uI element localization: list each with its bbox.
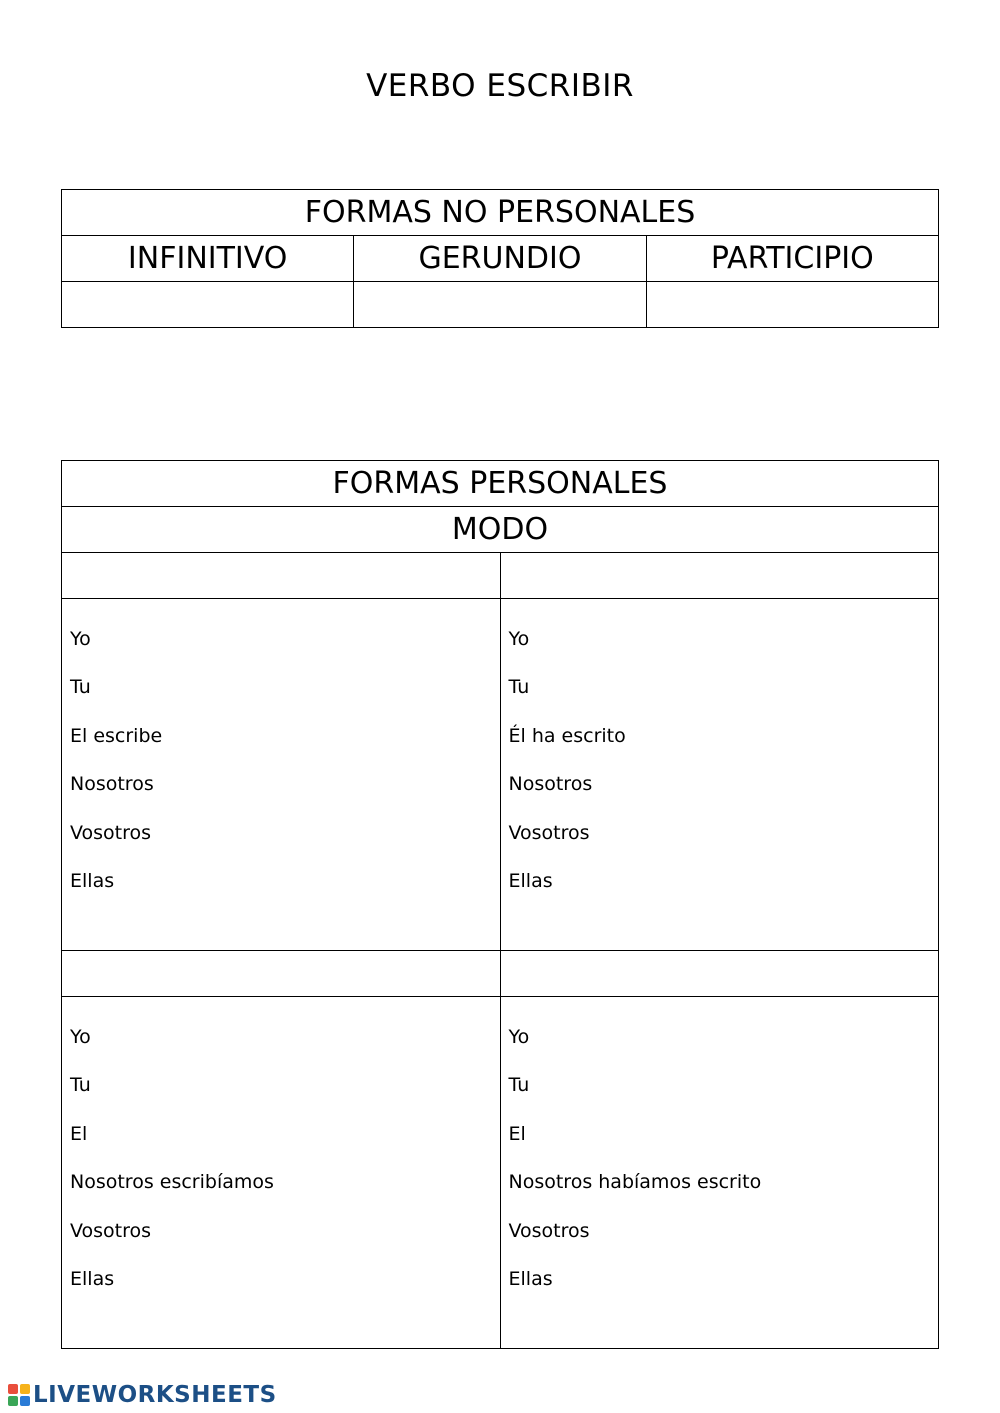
participio-answer-cell[interactable] [646, 282, 938, 328]
liveworksheets-logo-text: LIVEWORKSHEETS [33, 1382, 277, 1408]
conjugation-line: Yo [70, 628, 91, 650]
conjugation-line: Vosotros [70, 1219, 152, 1242]
page-title: VERBO ESCRIBIR [366, 68, 634, 104]
gerundio-header: GERUNDIO [354, 236, 646, 282]
infinitivo-answer-cell[interactable] [62, 282, 354, 328]
conjugation-line: El [508, 1122, 526, 1145]
conjugation-line: El [70, 1122, 88, 1145]
non-personal-forms-table [61, 189, 939, 328]
conjugation-line: El escribe [70, 724, 163, 747]
logo-square-2 [20, 1384, 30, 1394]
tense-answer-cell-1-right[interactable] [500, 553, 939, 599]
conjugation-line: Vosotros [70, 821, 152, 844]
conjugation-line: Tu [70, 676, 91, 699]
tense-answer-cell-2-right[interactable] [500, 951, 939, 997]
logo-square-1 [8, 1384, 18, 1394]
conjugation-line: Ellas [508, 869, 553, 892]
conjugation-cell-1-left [62, 599, 501, 951]
conjugation-line: Yo [508, 1026, 530, 1048]
conjugation-cell-2-left [62, 997, 501, 1349]
conjugation-cell-2-right [500, 997, 939, 1349]
conjugation-line: Ellas [70, 1267, 115, 1290]
infinitivo-header: INFINITIVO [62, 236, 354, 282]
non-personal-forms-header: FORMAS NO PERSONALES [62, 190, 939, 236]
tense-answer-cell-1-left[interactable] [62, 553, 501, 599]
liveworksheets-logo [8, 1378, 277, 1412]
tense-answer-cell-2-left[interactable] [62, 951, 501, 997]
participio-header: PARTICIPIO [646, 236, 938, 282]
conjugation-line: Ellas [70, 869, 115, 892]
conjugation-line: Él ha escrito [508, 724, 626, 747]
mode-header: MODO [62, 507, 939, 553]
logo-square-3 [8, 1396, 18, 1406]
liveworksheets-logo-icon [8, 1384, 30, 1406]
conjugation-line: Nosotros habíamos escrito [508, 1171, 762, 1194]
gerundio-answer-cell[interactable] [354, 282, 646, 328]
conjugation-line: Vosotros [508, 1219, 590, 1242]
conjugation-line: Nosotros [70, 773, 154, 796]
conjugation-line: Nosotros [508, 773, 593, 796]
conjugation-line: Tu [508, 676, 530, 699]
personal-forms-table [61, 460, 939, 1349]
conjugation-line: Tu [508, 1074, 530, 1097]
conjugation-cell-1-right [500, 599, 939, 951]
conjugation-line: Vosotros [508, 821, 590, 844]
conjugation-line: Nosotros escribíamos [70, 1171, 274, 1194]
personal-forms-header: FORMAS PERSONALES [62, 461, 939, 507]
logo-square-4 [20, 1396, 30, 1406]
conjugation-line: Yo [508, 628, 530, 650]
conjugation-line: Yo [70, 1026, 91, 1048]
conjugation-line: Ellas [508, 1267, 553, 1290]
conjugation-line: Tu [70, 1074, 91, 1097]
